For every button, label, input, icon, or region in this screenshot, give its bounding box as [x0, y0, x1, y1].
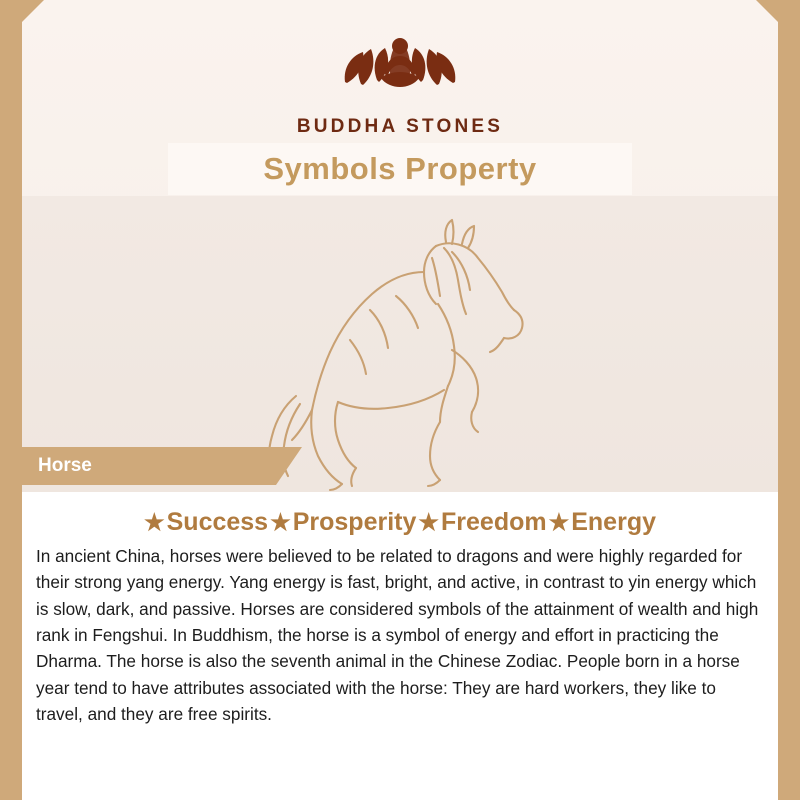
- brand-name: BUDDHA STONES: [296, 116, 504, 137]
- star-icon: ★: [548, 509, 570, 535]
- keyword-list: [22, 508, 778, 537]
- category-label-tail: [276, 447, 302, 485]
- keyword-prosperity: Prosperity: [292, 508, 417, 536]
- star-icon: ★: [270, 509, 291, 535]
- star-icon: ★: [144, 509, 165, 535]
- description-text: In ancient China, horses were believed to be related to dragons and were highly regarded for their strong yang energy. Yang energy is fast, bright, and active, in contrast to yin energy which is slow, dark, and passive. Horses are considered symbols of the attainment of wealth and high rank in Fengshui. In Buddhism, the horse is a symbol of energy and effort in practicing the Dharma. The horse is also the seventh animal in the Chinese Zodiac. People born in a horse year tend to have attributes associated with the horse: They are hard workers, they like to travel, and they are free spirits.: [36, 546, 759, 724]
- keyword-freedom: Freedom: [441, 508, 547, 536]
- title-plate: [168, 143, 632, 195]
- page-title: Symbols Property: [263, 151, 537, 186]
- description-panel: [22, 492, 778, 800]
- star-icon: ★: [418, 509, 440, 535]
- brand-header: [0, 18, 800, 138]
- category-label: [0, 447, 276, 485]
- lotus-meditation-icon: [325, 18, 475, 110]
- category-label-text: Horse: [38, 455, 92, 476]
- keyword-success: Success: [166, 508, 269, 536]
- keyword-energy: Energy: [571, 508, 656, 536]
